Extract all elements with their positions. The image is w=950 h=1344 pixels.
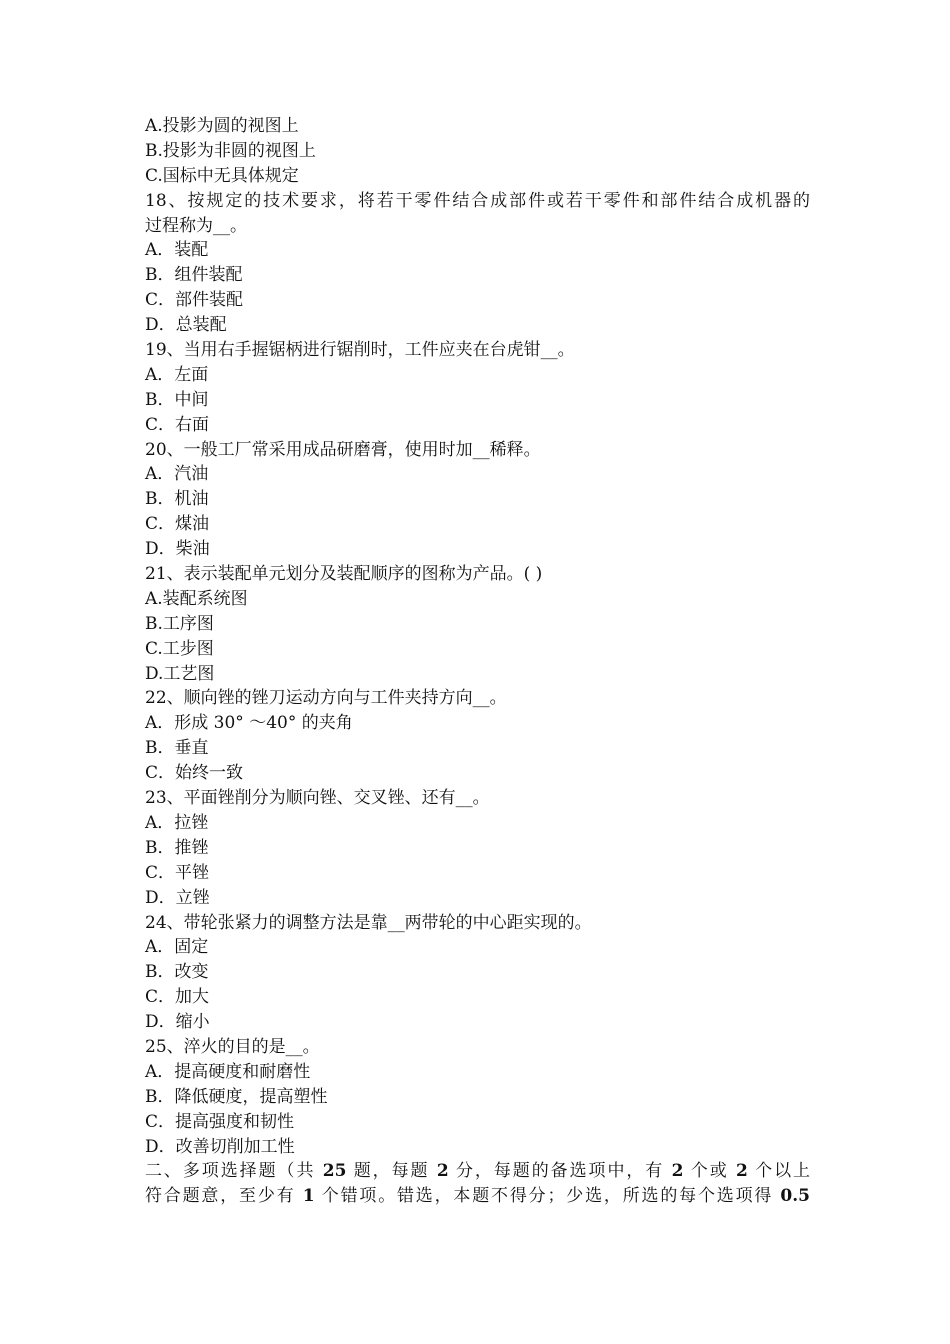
option-line: D．柴油 <box>145 539 210 560</box>
option-line: D．缩小 <box>145 1012 210 1033</box>
option-line: C．始终一致 <box>145 763 244 784</box>
question-19: 19、当用右手握锯柄进行锯削时，工件应夹在台虎钳__。 <box>145 340 575 361</box>
option-line: A.投影为圆的视图上 <box>145 116 299 136</box>
question-18-line-1: 18、按规定的技术要求，将若干零件结合成部件或若干零件和部件结合成机器的 <box>145 190 810 211</box>
question-20: 20、一般工厂常采用成品研磨膏，使用时加__稀释。 <box>145 439 541 460</box>
option-line: B．改变 <box>145 962 209 983</box>
option-line: A．形成 30° ～40° 的夹角 <box>145 713 353 734</box>
option-line: C．提高强度和韧性 <box>145 1111 295 1132</box>
option-line: A．拉锉 <box>145 812 209 833</box>
option-line: D．总装配 <box>145 315 227 336</box>
question-24: 24、带轮张紧力的调整方法是靠__两带轮的中心距实现的。 <box>145 912 592 933</box>
option-line: C.国标中无具体规定 <box>145 165 299 186</box>
option-line: B．推锉 <box>145 837 209 858</box>
option-line: C．加大 <box>145 987 210 1008</box>
question-count: 25 <box>322 1161 347 1182</box>
question-25: 25、淬火的目的是__。 <box>145 1036 320 1057</box>
option-line: B．机油 <box>145 489 209 510</box>
option-line: C．平锉 <box>145 862 210 883</box>
option-line: C．煤油 <box>145 514 210 535</box>
option-line: D.工艺图 <box>145 663 215 684</box>
option-line: B．垂直 <box>145 738 209 759</box>
option-line: D．立锉 <box>145 887 210 908</box>
option-line: B．组件装配 <box>145 265 243 286</box>
option-line: B．降低硬度，提高塑性 <box>145 1086 328 1107</box>
question-21: 21、表示装配单元划分及装配顺序的图称为产品。( ) <box>145 564 543 585</box>
section-2-heading-line-1: 二、多项选择题（共 25 题，每题 2 分，每题的备选项中，有 2 个或 2 个以上 <box>145 1161 811 1182</box>
option-line: A．固定 <box>145 937 209 958</box>
option-line: A．提高硬度和耐磨性 <box>145 1061 311 1082</box>
option-line: D．改善切削加工性 <box>145 1136 295 1157</box>
option-line: B.工序图 <box>145 613 214 634</box>
document-page <box>145 114 810 1209</box>
option-line: A．左面 <box>145 364 209 385</box>
option-line: A.装配系统图 <box>145 588 248 609</box>
option-line: C．右面 <box>145 414 210 435</box>
partial-score: 0.5 <box>780 1186 810 1207</box>
option-line: B．中间 <box>145 389 209 410</box>
question-22: 22、顺向锉的锉刀运动方向与工件夹持方向__。 <box>145 688 507 709</box>
option-line: A．装配 <box>145 240 209 261</box>
option-line: A．汽油 <box>145 464 209 485</box>
question-18-line-2: 过程称为__。 <box>145 215 247 236</box>
question-23: 23、平面锉削分为顺向锉、交叉锉、还有__。 <box>145 788 490 809</box>
option-line: C.工步图 <box>145 638 214 659</box>
option-line: B.投影为非圆的视图上 <box>145 140 316 161</box>
section-2-heading-line-2: 符合题意，至少有 1 个错项。错选，本题不得分；少选，所选的每个选项得 0.5 <box>145 1186 810 1207</box>
option-line: C．部件装配 <box>145 290 244 311</box>
points-per-question: 2 <box>436 1161 449 1182</box>
